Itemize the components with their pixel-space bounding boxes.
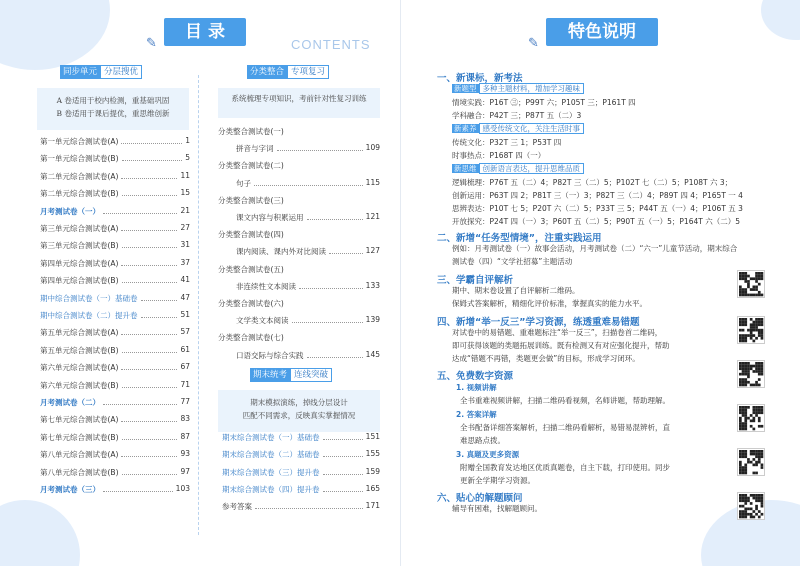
body-text: 保姆式答案解析，精细化评价标准，掌握真实的能力水平。 (452, 299, 647, 308)
chip-label: 新题型 (454, 84, 477, 93)
leader-dots (323, 484, 363, 492)
page-title: 目 录 (164, 18, 246, 46)
toc-entry[interactable] (40, 275, 190, 286)
sub-heading: 2. 答案详解 (456, 410, 497, 419)
toc-entry-title: 第三单元综合测试卷(B) (40, 241, 119, 251)
toc-entry-page: 61 (180, 344, 190, 354)
leader-dots (122, 153, 183, 161)
toc-entry[interactable] (236, 212, 380, 223)
pen-icon: ✎ (528, 36, 539, 51)
toc-entry[interactable] (40, 432, 190, 443)
col2-intro-final (218, 390, 380, 432)
toc-entry[interactable] (236, 143, 380, 154)
leader-dots (103, 484, 173, 492)
toc-entry-title: 分类整合测试卷(七) (218, 333, 284, 343)
body-text: 附赠全国教育发达地区优质真题卷，自主下载，打印使用。同步 (460, 463, 670, 472)
section-tag (60, 65, 142, 79)
toc-entry-title: 期中综合测试卷（二）提升卷 (40, 311, 138, 320)
toc-entry-title: 第五单元综合测试卷(B) (40, 345, 119, 355)
leader-dots (122, 188, 178, 196)
toc-entry-title: 期末综合测试卷（二）基础卷 (222, 450, 320, 460)
qr-code-icon[interactable] (737, 270, 765, 298)
toc-entry-title: 口语交际与综合实践 (236, 350, 304, 360)
leader-dots (121, 449, 177, 457)
toc-entry[interactable] (40, 136, 190, 147)
toc-entry-title: 第二单元综合测试卷(A) (40, 171, 119, 181)
intro-line: 匹配不同需求，反映真实掌握情况 (242, 411, 356, 420)
leader-dots (122, 275, 178, 283)
body-text: 期中、期末卷设置了自评解析二维码。 (452, 286, 580, 295)
leader-dots (121, 414, 177, 422)
toc-entry-page: 1 (185, 136, 190, 145)
toc-entry-title: 月考测试卷（三） (40, 485, 100, 494)
body-text: 即可获得该题的类题拓展训练。既有检测又有对应强化提升，帮助 (452, 341, 670, 350)
leader-dots (122, 467, 178, 475)
toc-entry[interactable] (222, 432, 380, 443)
chip-label: 新素养 (454, 124, 477, 133)
toc-entry[interactable] (218, 264, 380, 275)
toc-entry[interactable] (40, 362, 190, 373)
section-heading: 二、新增“任务型情境”，注重实践运用 (437, 233, 602, 244)
feature-chip (452, 163, 584, 174)
col2-intro (218, 88, 380, 118)
toc-entry-page: 57 (180, 327, 190, 337)
toc-entry-title: 课文内容与积累运用 (236, 213, 304, 222)
toc-entry[interactable] (40, 345, 190, 356)
toc-entry[interactable] (236, 246, 380, 257)
intro-line: A 卷适用于校内检测，重基础巩固 (56, 96, 170, 105)
toc-entry-title: 第一单元综合测试卷(B) (40, 154, 119, 164)
intro-line: B 卷适用于课后提优，重思维创新 (56, 109, 170, 118)
divider (198, 75, 199, 535)
toc-entry[interactable] (40, 467, 190, 478)
toc-entry-page: 71 (180, 379, 190, 389)
ref-line: 学科融合：P42T 三；P87T 五（二）3 (452, 111, 582, 120)
leader-dots (121, 327, 177, 335)
ref-line: 思辨表达：P10T 七 5；P20T 六（二）5；P33T 三 5；P44T 五（一）4；P106T 五 3 (452, 204, 743, 213)
toc-entry-title: 月考测试卷（一） (40, 206, 100, 216)
section-heading: 四、新增“举一反三”学习资源，练透重难易错题 (437, 317, 640, 328)
leader-dots (121, 362, 177, 370)
toc-entry-title: 分类整合测试卷(六) (218, 299, 284, 308)
intro-line: 系统梳理专项知识，考前针对性复习训练 (231, 94, 367, 103)
toc-entry[interactable] (40, 240, 190, 251)
toc-entry-page: 27 (180, 223, 190, 232)
ref-line: 情境实践：P16T ㊂；P99T 六；P105T 三；P161T 四 (452, 98, 636, 107)
toc-entry-page: 133 (365, 280, 380, 290)
toc-entry[interactable] (40, 223, 190, 234)
qr-code-icon[interactable] (737, 492, 765, 520)
toc-entry[interactable] (40, 310, 190, 321)
toc-entry-title: 期末综合测试卷（四）提升卷 (222, 484, 320, 494)
leader-dots (307, 212, 363, 220)
toc-entry[interactable] (40, 414, 190, 425)
body-text: 难思路点拨。 (460, 436, 505, 445)
leader-dots (141, 293, 178, 301)
toc-entry-page: 159 (365, 466, 380, 476)
toc-entry[interactable] (218, 298, 380, 309)
toc-entry[interactable] (40, 484, 190, 495)
chip-label: 新思维 (454, 164, 477, 173)
leader-dots (122, 380, 178, 388)
toc-entry[interactable] (222, 467, 380, 478)
leader-dots (141, 310, 178, 318)
toc-entry[interactable] (40, 206, 190, 217)
qr-code-icon[interactable] (737, 360, 765, 388)
toc-entry-page: 97 (180, 466, 190, 476)
toc-entry-title: 课内阅读、课内外对比阅读 (236, 247, 326, 257)
section-tag (247, 65, 329, 79)
toc-entry-title: 参考答案 (222, 502, 252, 512)
toc-entry-page: 11 (180, 170, 190, 180)
leader-dots (121, 136, 182, 144)
toc-entry[interactable] (236, 315, 380, 326)
toc-entry-page: 51 (180, 310, 190, 319)
toc-entry-title: 月考测试卷（二） (40, 398, 100, 407)
toc-entry[interactable] (40, 188, 190, 199)
toc-entry-title: 期末综合测试卷（三）提升卷 (222, 467, 320, 477)
toc-entry-page: 155 (365, 449, 380, 459)
leader-dots (277, 143, 363, 151)
section-heading: 六、贴心的解题顾问 (437, 493, 523, 504)
tag-main: 同步单元 (60, 65, 100, 79)
toc-entry-page: 127 (365, 246, 380, 256)
toc-entry-title: 第三单元综合测试卷(A) (40, 224, 119, 233)
toc-entry-title: 第四单元综合测试卷(B) (40, 276, 119, 286)
decor-blob (761, 0, 800, 40)
toc-entry-page: 115 (365, 177, 380, 187)
toc-entry[interactable] (218, 229, 380, 240)
toc-entry-title: 第一单元综合测试卷(A) (40, 137, 119, 146)
chip-text: 感受传统文化，关注生活时事 (479, 123, 585, 134)
toc-entry-title: 期末综合测试卷（一）基础卷 (222, 433, 320, 442)
toc-entry[interactable] (40, 327, 190, 338)
toc-entry-title: 第八单元综合测试卷(B) (40, 467, 119, 477)
toc-entry-page: 93 (180, 449, 190, 459)
leader-dots (103, 206, 177, 214)
qr-code-icon[interactable] (737, 448, 765, 476)
ref-line: 时事热点：P168T 四（一） (452, 151, 546, 160)
tag-sub: 专项复习 (287, 65, 329, 79)
chip-text: 多种主题材料，增加学习趣味 (479, 83, 585, 94)
toc-entry[interactable] (222, 484, 380, 495)
toc-entry-page: 145 (365, 349, 380, 359)
chip-text: 创新语言表达，提升思维品质 (479, 163, 585, 174)
tag-sub: 分层搜优 (100, 65, 142, 79)
leader-dots (254, 178, 363, 186)
intro-line: 期末模拟演练，掉线分层设计 (250, 398, 348, 407)
toc-entry[interactable] (40, 293, 190, 304)
feature-chip (452, 83, 584, 94)
ref-line: 创新运用：P63T 四 2；P81T 三（一）3；P82T 三（二）4；P89T 四 4；P165T 一 4 (452, 191, 743, 200)
toc-entry-page: 103 (175, 484, 190, 493)
leader-dots (299, 281, 363, 289)
toc-entry[interactable] (222, 501, 380, 512)
toc-entry[interactable] (218, 332, 380, 343)
leader-dots (121, 258, 177, 266)
leader-dots (323, 449, 363, 457)
toc-entry-title: 第五单元综合测试卷(A) (40, 328, 119, 338)
toc-entry-title: 分类整合测试卷(五) (218, 264, 284, 274)
toc-entry-title: 分类整合测试卷(四) (218, 230, 284, 240)
toc-entry-title: 期中综合测试卷（一）基础卷 (40, 293, 138, 303)
toc-entry-page: 5 (185, 153, 190, 163)
toc-entry-title: 第六单元综合测试卷(B) (40, 380, 119, 390)
toc-entry-page: 21 (180, 205, 190, 215)
body-text: 更新全学期学习资源。 (460, 476, 535, 485)
qr-code-icon[interactable] (737, 316, 765, 344)
sub-heading: 1. 视频讲解 (456, 383, 497, 392)
toc-entry-title: 第七单元综合测试卷(A) (40, 415, 119, 425)
toc-entry-title: 第二单元综合测试卷(B) (40, 189, 119, 199)
ref-line: 逻辑梳理：P76T 五（二）4；P82T 三（二）5；P102T 七（二）5；P108T 六 3； (452, 178, 733, 187)
toc-entry-page: 31 (180, 240, 190, 250)
body-text: 全书配备详细答案解析，扫描二维码看解析，易错易混辨析，直 (460, 423, 670, 432)
toc-entry-title: 第六单元综合测试卷(A) (40, 363, 119, 373)
section-tag-final (250, 368, 332, 382)
toc-entry[interactable] (236, 281, 380, 292)
leader-dots (121, 223, 177, 231)
toc-entry[interactable] (40, 380, 190, 391)
toc-entry-title: 非连续性文本阅读 (236, 281, 296, 291)
section-heading: 三、学霸自评解析 (437, 275, 514, 286)
leader-dots (121, 171, 177, 179)
toc-entry-page: 151 (365, 432, 380, 441)
leader-dots (122, 240, 178, 248)
toc-entry-title: 分类整合测试卷(三) (218, 195, 284, 205)
toc-entry-page: 87 (180, 431, 190, 441)
toc-entry[interactable] (40, 153, 190, 164)
leader-dots (307, 350, 363, 358)
toc-entry[interactable] (236, 178, 380, 189)
page-subtitle: CONTENTS (291, 37, 371, 52)
toc-entry[interactable] (222, 449, 380, 460)
leader-dots (323, 467, 363, 475)
leader-dots (255, 501, 363, 509)
decor-blob (0, 0, 110, 70)
tag-sub: 连线突破 (290, 368, 332, 382)
pen-icon: ✎ (146, 36, 157, 51)
leader-dots (323, 432, 363, 440)
toc-entry-page: 165 (365, 483, 380, 493)
ref-line: 开放探究：P24T 四（一）3；P60T 五（二）5；P90T 五（一）5；P164T 六（二）5 (452, 217, 740, 226)
toc-entry-page: 67 (180, 362, 190, 372)
toc-entry[interactable] (218, 160, 380, 171)
toc-entry[interactable] (40, 258, 190, 269)
toc-entry-page: 15 (180, 188, 190, 198)
leader-dots (329, 246, 363, 254)
toc-entry-page: 41 (180, 275, 190, 285)
toc-entry-title: 文学类文本阅读 (236, 316, 289, 326)
decor-blob (0, 500, 80, 566)
tag-main: 分类整合 (247, 65, 287, 79)
features-title: 特色说明 (546, 18, 658, 46)
leader-dots (122, 345, 178, 353)
toc-entry-page: 47 (180, 292, 190, 302)
leader-dots (103, 397, 177, 405)
toc-entry-page: 77 (180, 397, 190, 406)
toc-entry[interactable] (40, 449, 190, 460)
toc-entry-title: 第七单元综合测试卷(B) (40, 432, 119, 442)
body-text: 达成“错题不再错，类题更会做”的目标，形成学习闭环。 (452, 354, 640, 363)
body-text: 对试卷中的易错题、重难题标注“举一反三”，扫描卷首二维码， (452, 328, 663, 337)
toc-entry[interactable] (236, 350, 380, 361)
toc-entry-page: 171 (365, 501, 380, 511)
toc-entry-page: 37 (180, 257, 190, 267)
section-heading: 五、免费数字资源 (437, 371, 514, 382)
body-text: 例如：月考测试卷（一）故事会活动，月考测试卷（二）“六一”儿童节活动，期末综合 (452, 244, 738, 253)
toc-entry[interactable] (218, 126, 380, 137)
toc-entry-page: 83 (180, 414, 190, 424)
body-text: 全书重难视频讲解，扫描二维码看视频，名师讲题，帮助理解。 (460, 396, 670, 405)
toc-entry-title: 句子 (236, 178, 251, 188)
col1-intro (37, 88, 189, 130)
leader-dots (122, 432, 178, 440)
toc-entry-title: 第四单元综合测试卷(A) (40, 258, 119, 268)
section-heading: 一、新课标，新考法 (437, 73, 523, 84)
toc-entry-title: 分类整合测试卷(一) (218, 127, 284, 136)
toc-entry-title: 拼音与字词 (236, 144, 274, 154)
toc-entry-page: 139 (365, 315, 380, 325)
toc-entry-title: 第八单元综合测试卷(A) (40, 450, 119, 460)
feature-chip (452, 123, 584, 134)
qr-code-icon[interactable] (737, 404, 765, 432)
tag-main: 期末统考 (250, 368, 290, 382)
body-text: 测试卷（四）“文学社招募”主题活动 (452, 257, 573, 266)
toc-entry[interactable] (218, 195, 380, 206)
toc-entry[interactable] (40, 171, 190, 182)
sub-heading: 3. 真题及更多资源 (456, 450, 520, 459)
ref-line: 传统文化：P32T 三 1；P53T 四 (452, 138, 562, 147)
toc-entry-page: 121 (365, 212, 380, 221)
leader-dots (292, 315, 363, 323)
toc-entry[interactable] (40, 397, 190, 408)
toc-entry-page: 109 (365, 143, 380, 153)
body-text: 辅导有困难，找解题顾问。 (452, 504, 542, 513)
toc-entry-title: 分类整合测试卷(二) (218, 161, 284, 171)
